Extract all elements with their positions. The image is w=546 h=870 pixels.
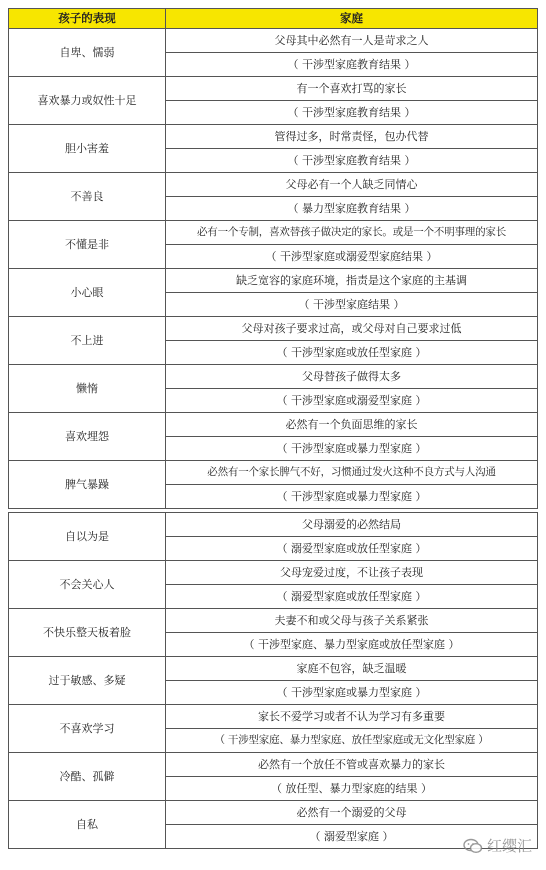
family-cause-cell: 父母溺爱的必然结局 xyxy=(166,513,538,537)
family-type-cell: （ 干涉型家庭或暴力型家庭 ） xyxy=(166,681,538,705)
table-row xyxy=(9,801,538,825)
table-row xyxy=(9,657,538,681)
family-cause-cell: 有一个喜欢打骂的家长 xyxy=(166,77,538,101)
watermark xyxy=(463,835,532,856)
table-row xyxy=(9,317,538,341)
family-type-cell: （ 干涉型家庭教育结果 ） xyxy=(166,53,538,77)
family-cause-cell: 必然有一个家长脾气不好，习惯通过发火这种不良方式与人沟通 xyxy=(166,461,538,485)
family-type-cell: （ 放任型、暴力型家庭的结果 ） xyxy=(166,777,538,801)
parenting-table-sheet xyxy=(8,8,538,849)
table-row xyxy=(9,561,538,585)
family-cause-cell: 必然有一个放任不管或喜欢暴力的家长 xyxy=(166,753,538,777)
family-cause-cell: 父母必有一个人缺乏同情心 xyxy=(166,173,538,197)
family-cause-cell: 家长不爱学习或者不认为学习有多重要 xyxy=(166,705,538,729)
table-row xyxy=(9,125,538,149)
table-row xyxy=(9,705,538,729)
family-type-cell: （ 干涉型家庭、暴力型家庭或放任型家庭 ） xyxy=(166,633,538,657)
behavior-cell: 懒惰 xyxy=(9,365,166,413)
table-row xyxy=(9,221,538,245)
column-header-behavior: 孩子的表现 xyxy=(9,9,166,29)
table-row xyxy=(9,413,538,437)
table-row xyxy=(9,269,538,293)
behavior-cell: 不上进 xyxy=(9,317,166,365)
family-cause-cell: 必有一个专制，喜欢替孩子做决定的家长。或是一个不明事理的家长 xyxy=(166,221,538,245)
behavior-cell: 喜欢埋怨 xyxy=(9,413,166,461)
watermark-text: 红缨汇 xyxy=(486,837,532,855)
family-type-cell: （ 干涉型家庭或暴力型家庭 ） xyxy=(166,485,538,509)
behavior-cell: 喜欢暴力或奴性十足 xyxy=(9,77,166,125)
family-cause-cell: 父母替孩子做得太多 xyxy=(166,365,538,389)
table-row xyxy=(9,173,538,197)
behavior-cell: 自以为是 xyxy=(9,513,166,561)
behavior-cell: 自私 xyxy=(9,801,166,849)
table-header-row xyxy=(9,9,538,29)
table-row xyxy=(9,365,538,389)
family-cause-cell: 家庭不包容，缺乏温暖 xyxy=(166,657,538,681)
table-row xyxy=(9,609,538,633)
behavior-cell: 不喜欢学习 xyxy=(9,705,166,753)
behavior-cell: 不会关心人 xyxy=(9,561,166,609)
table-row xyxy=(9,77,538,101)
family-cause-cell: 必然有一个溺爱的父母 xyxy=(166,801,538,825)
behavior-cell: 冷酷、孤僻 xyxy=(9,753,166,801)
family-type-cell: （ 干涉型家庭教育结果 ） xyxy=(166,101,538,125)
behavior-cell: 不善良 xyxy=(9,173,166,221)
family-type-cell: （ 干涉型家庭或溺爱型家庭结果 ） xyxy=(166,245,538,269)
family-type-cell: （ 干涉型家庭、暴力型家庭、放任型家庭或无文化型家庭 ） xyxy=(166,729,538,753)
table-row xyxy=(9,513,538,537)
family-cause-cell: 父母对孩子要求过高，或父母对自己要求过低 xyxy=(166,317,538,341)
family-type-cell: （ 溺爱型家庭或放任型家庭 ） xyxy=(166,585,538,609)
family-cause-cell: 缺乏宽容的家庭环境，指责是这个家庭的主基调 xyxy=(166,269,538,293)
behavior-cell: 小心眼 xyxy=(9,269,166,317)
table-row xyxy=(9,29,538,53)
behavior-cell: 不快乐整天板着脸 xyxy=(9,609,166,657)
behavior-cell: 自卑、懦弱 xyxy=(9,29,166,77)
family-type-cell: （ 溺爱型家庭 ） xyxy=(166,825,538,849)
behavior-cell: 不懂是非 xyxy=(9,221,166,269)
parenting-table xyxy=(8,8,538,849)
family-cause-cell: 夫妻不和或父母与孩子关系紧张 xyxy=(166,609,538,633)
table-row xyxy=(9,461,538,485)
family-cause-cell: 父母宠爱过度，不让孩子表现 xyxy=(166,561,538,585)
family-type-cell: （ 干涉型家庭或溺爱型家庭 ） xyxy=(166,389,538,413)
family-cause-cell: 管得过多，时常责怪，包办代替 xyxy=(166,125,538,149)
family-cause-cell: 必然有一个负面思维的家长 xyxy=(166,413,538,437)
behavior-cell: 胆小害羞 xyxy=(9,125,166,173)
table-row xyxy=(9,753,538,777)
family-type-cell: （ 干涉型家庭结果 ） xyxy=(166,293,538,317)
family-type-cell: （ 暴力型家庭教育结果 ） xyxy=(166,197,538,221)
family-type-cell: （ 干涉型家庭或暴力型家庭 ） xyxy=(166,437,538,461)
family-type-cell: （ 干涉型家庭教育结果 ） xyxy=(166,149,538,173)
column-header-family: 家庭 xyxy=(166,9,538,29)
family-cause-cell: 父母其中必然有一人是苛求之人 xyxy=(166,29,538,53)
family-type-cell: （ 干涉型家庭或放任型家庭 ） xyxy=(166,341,538,365)
behavior-cell: 过于敏感、多疑 xyxy=(9,657,166,705)
behavior-cell: 脾气暴躁 xyxy=(9,461,166,509)
family-type-cell: （ 溺爱型家庭或放任型家庭 ） xyxy=(166,537,538,561)
wechat-icon xyxy=(463,838,483,854)
